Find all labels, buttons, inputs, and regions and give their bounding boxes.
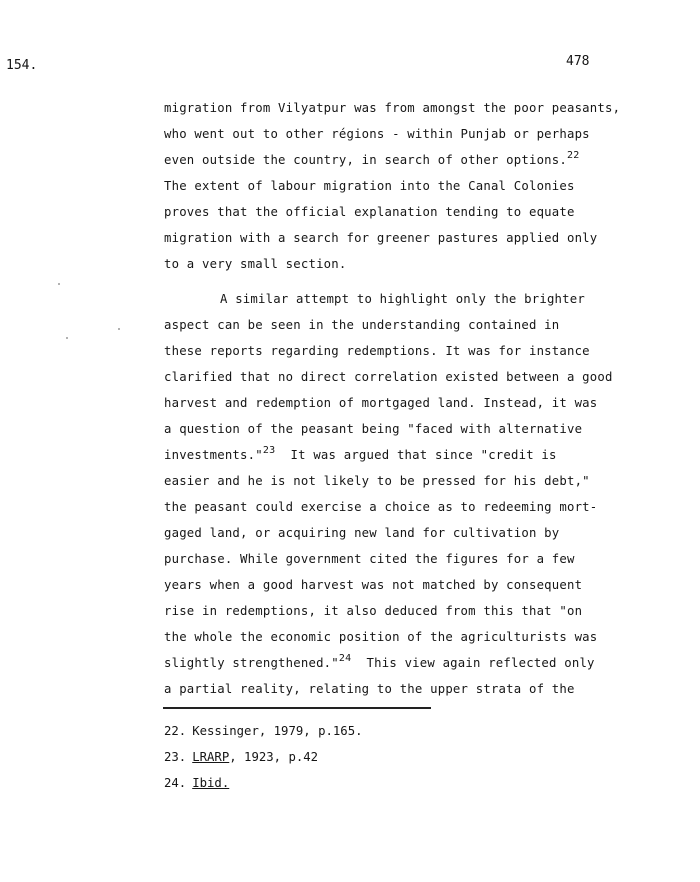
footnote-ref-22: 22: [566, 150, 580, 161]
footnote-ref-24: 24: [338, 653, 352, 664]
text-line: aspect can be seen in the understanding contained in: [164, 318, 560, 332]
footnote-separator: [163, 707, 431, 709]
footnotes: [164, 718, 363, 796]
footnote-23: [164, 744, 363, 770]
footnote-number: 22.: [164, 724, 187, 738]
text-line: migration from Vilyatpur was from amongst the poor peasants,: [164, 101, 621, 115]
text-line-content: investments.": [164, 448, 263, 462]
footnote-22: [164, 718, 363, 744]
footnote-text: , 1923, p.42: [229, 750, 319, 764]
scan-speck: [58, 283, 60, 285]
footnote-number: 23.: [164, 750, 187, 764]
text-line: [164, 650, 664, 676]
footnote-number: 24.: [164, 776, 187, 790]
text-line-content: It was argued that since "credit is: [275, 448, 557, 462]
text-line-content: slightly strengthened.": [164, 656, 339, 670]
text-line: to a very small section.: [164, 257, 347, 271]
text-line: a question of the peasant being "faced with alternative: [164, 422, 583, 436]
text-line: the peasant could exercise a choice as to redeeming mort-: [164, 500, 598, 514]
footnote-text: Kessinger, 1979, p.165.: [192, 724, 363, 738]
text-line: proves that the official explanation tending to equate: [164, 205, 575, 219]
page-number-right: 478: [566, 54, 590, 69]
page-number-left: 154.: [6, 58, 38, 73]
text-line: rise in redemptions, it also deduced from this that "on: [164, 604, 583, 618]
text-line-content: even outside the country, in search of other options.: [164, 153, 567, 167]
text-line: harvest and redemption of mortgaged land. Instead, it was: [164, 396, 598, 410]
text-line-content: This view again reflected only: [351, 656, 595, 670]
text-line: clarified that no direct correlation existed between a good: [164, 370, 613, 384]
text-line: easier and he is not likely to be pressed for his debt,": [164, 474, 590, 488]
text-line: gaged land, or acquiring new land for cultivation by: [164, 526, 560, 540]
paragraph-1: [164, 95, 664, 277]
text-line: [164, 442, 664, 468]
text-line: A similar attempt to highlight only the brighter: [220, 292, 585, 306]
text-line: The extent of labour migration into the Canal Colonies: [164, 179, 575, 193]
text-line: years when a good harvest was not matched by consequent: [164, 578, 583, 592]
text-line: these reports regarding redemptions. It was for instance: [164, 344, 590, 358]
text-line: purchase. While government cited the figures for a few: [164, 552, 575, 566]
footnote-24: [164, 770, 363, 796]
text-line: the whole the economic position of the agriculturists was: [164, 630, 598, 644]
footnote-reference: LRARP: [192, 750, 230, 764]
text-line: migration with a search for greener pastures applied only: [164, 231, 598, 245]
paragraph-2: [164, 286, 664, 702]
scan-speck: [66, 337, 68, 339]
scan-speck: [118, 328, 120, 330]
footnote-reference: Ibid.: [192, 776, 230, 790]
text-line: who went out to other régions - within Punjab or perhaps: [164, 127, 590, 141]
text-line: a partial reality, relating to the upper strata of the: [164, 682, 575, 696]
footnote-ref-23: 23: [262, 445, 276, 456]
text-line: [164, 147, 664, 173]
